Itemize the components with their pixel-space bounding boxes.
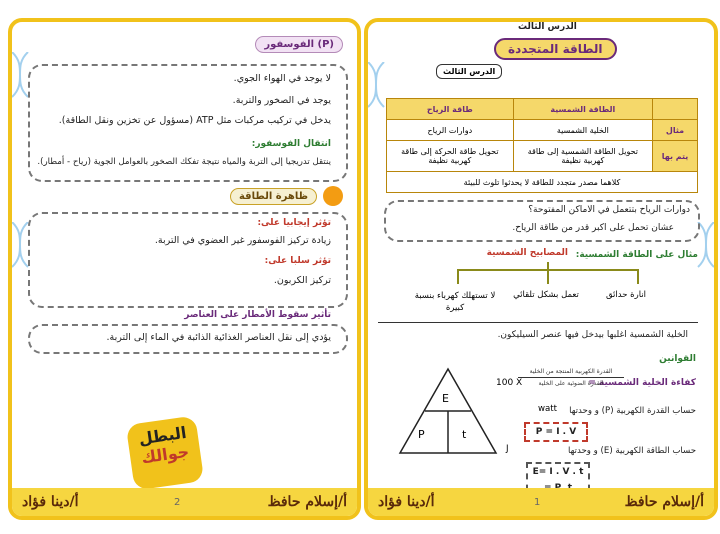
table-footer: كلاهما مصدر متجدد للطاقة لا يحدثوا تلوث للبيئة xyxy=(387,172,698,193)
right-page xyxy=(364,18,718,520)
positive-head: تؤثر إيجابيا على: xyxy=(257,218,331,228)
dna-icon xyxy=(364,62,388,122)
transfer-head: انتقال الفوسفور: xyxy=(251,139,331,149)
divider xyxy=(378,322,698,323)
power-calc: حساب القدرة الكهربية (P) و وحدتها xyxy=(569,406,696,416)
energy-unit: J xyxy=(506,444,509,454)
lamp-feature: تعمل بشكل تلقائي xyxy=(513,290,579,300)
phosphorus-tag: الفوسفور (P) xyxy=(255,36,343,53)
solar-lamps-label: المصابيح الشمسية xyxy=(486,248,568,258)
triangle-left: P xyxy=(418,428,425,441)
sun-icon xyxy=(323,186,343,206)
page-number: 1 xyxy=(534,497,541,508)
table-header xyxy=(653,99,698,120)
power-formula: P = I . V xyxy=(524,422,588,442)
footer-signature: أ/دينا فؤاد xyxy=(378,494,435,510)
transfer-text: ينتقل تدريجيا إلى التربة والمياه نتيجة تفكك الصخور بالعوامل الجوية (رياح - أمطار). xyxy=(37,157,331,167)
formula-triangle xyxy=(398,367,498,455)
table-cell: تحويل الطاقة الشمسية إلى طاقة كهربية نظيفة xyxy=(513,141,652,172)
triangle-top: E xyxy=(442,392,449,405)
footer-signature: أ/إسلام حافظ xyxy=(624,494,704,510)
energy-calc: حساب الطاقة الكهربية (E) و وحدتها xyxy=(567,446,696,456)
table-row-head: مثال xyxy=(653,120,698,141)
table-header: طاقة الرياح xyxy=(387,99,514,120)
negative-head: تؤثر سلبا على: xyxy=(264,256,331,266)
effect-head: تأثير سقوط الأمطار على العناصر xyxy=(184,310,331,320)
logo-line2: جوالك xyxy=(140,441,191,468)
phosphorus-point: يوجد في الصخور والتربة. xyxy=(232,95,331,106)
footer-signature: أ/دينا فؤاد xyxy=(22,494,79,510)
negative-text: تركيز الكربون. xyxy=(273,275,331,286)
effect-text: يؤدي إلى نقل العناصر الغذائية الذائبة في الماء إلى التربة. xyxy=(106,332,331,343)
page-number: 2 xyxy=(174,497,181,508)
triangle-right: t xyxy=(462,428,467,441)
efficiency-fraction xyxy=(518,368,624,387)
logo-line1: البطل xyxy=(137,422,188,449)
energy-formula: E= I . V . t xyxy=(532,467,584,477)
table-row-head: يتم بها xyxy=(653,141,698,172)
table-cell: دوارات الرياح xyxy=(387,120,514,141)
efficiency-denominator: القدرة الضوئية على الخلية xyxy=(538,380,604,387)
table-cell: تحويل طاقة الحركة إلى طاقة كهربية نظيفة xyxy=(387,141,514,172)
table-cell: الخلية الشمسية xyxy=(513,120,652,141)
efficiency-label: كفاءة الخلية الشمسية = xyxy=(588,378,696,388)
lesson-header: الدرس الثالث xyxy=(518,22,577,32)
left-page xyxy=(8,18,361,520)
lesson-badge: الدرس الثالث xyxy=(436,64,502,79)
footer-signature: أ/إسلام حافظ xyxy=(267,494,347,510)
table-header: الطاقة الشمسية xyxy=(513,99,652,120)
question-text: دوارات الرياح بتتعمل في الاماكن المفتوحة؟ xyxy=(528,205,690,215)
hero-logo xyxy=(126,415,205,490)
efficiency-numerator: القدرة الكهربية المنتجة من الخلية xyxy=(518,368,624,378)
lamp-feature: لا تستهلك كهرباء بنسبة كبيرة xyxy=(414,291,496,313)
phosphorus-point: يدخل في تركيب مركبات مثل ATP (مسؤول عن تخزين ونقل الطاقة). xyxy=(58,115,331,126)
positive-text: زيادة تركيز الفوسفور غير العضوي في التربة. xyxy=(154,235,331,246)
answer-text: عشان تحمل على اكبر قدر من طاقة الرياح. xyxy=(512,223,674,233)
power-unit: watt xyxy=(538,404,558,414)
lamp-feature: انارة حدائق xyxy=(605,290,647,300)
page-title: الطاقة المتجددة xyxy=(494,38,617,60)
comparison-table xyxy=(386,98,698,193)
branch-lines xyxy=(438,262,658,288)
laws-head: القوانين xyxy=(659,354,696,364)
silicon-note: الخلية الشمسية اغلبها بيدخل فيها عنصر السيليكون. xyxy=(497,330,688,340)
phenomenon-tag: ظاهرة الطاقة xyxy=(230,188,317,205)
efficiency-factor: 100 X xyxy=(496,378,523,388)
example-label: مثال على الطاقة الشمسية: xyxy=(575,250,698,260)
phosphorus-point: لا يوجد في الهواء الجوي. xyxy=(233,73,331,84)
